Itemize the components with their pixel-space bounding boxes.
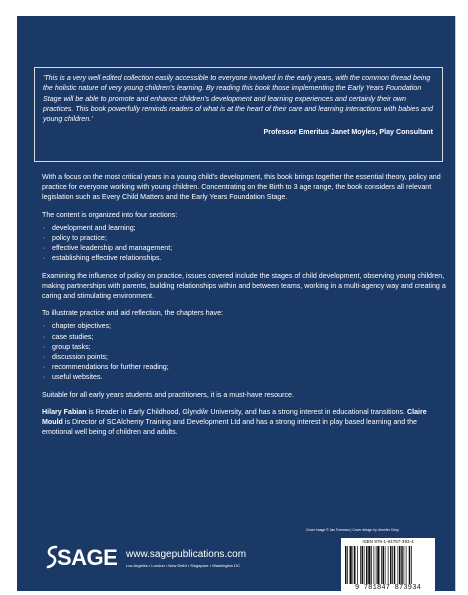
author-bio: [42, 407, 447, 438]
cover-credit: Cover image © Jan Foreman | Cover design by Jennifer Crisp: [306, 528, 399, 532]
author1-name: Hilary Fabian: [42, 407, 87, 416]
endorsement-quote-box: [34, 67, 443, 162]
list-item: · case studies;: [42, 332, 447, 342]
sections-intro: The content is organized into four sections:: [42, 210, 178, 219]
list-item: · development and learning;: [42, 223, 447, 233]
back-cover: [17, 16, 456, 591]
publisher-cities: Los Angeles • London • New Delhi • Singapore • Washington DC: [126, 563, 240, 568]
endorsement-attribution: Professor Emeritus Janet Moyles, Play Consultant: [263, 128, 433, 137]
list-item: · group tasks;: [42, 342, 447, 352]
endorsement-quote: 'This is a very well edited collection easily accessible to everyone involved in the early years, with the common thread being the holistic nature of very young children's learning. By reading this book those implementing the Early Years Foundation Stage will be able to promote and enhance children's development and learning experiences and certainly their own practices. This book powerfully reminds readers of what is at the heart of their care and learning interactions with babies and young children.': [43, 74, 433, 124]
list-item: · discussion points;: [42, 352, 447, 362]
blurb-body: [42, 172, 447, 444]
list-item: · establishing effective relationships.: [42, 253, 447, 263]
suitability-paragraph: Suitable for all early years students and practitioners, it is a must-have resource.: [42, 390, 294, 399]
features-list: [42, 321, 447, 382]
isbn-label: ISBN 978-1-84787-393-4: [362, 539, 414, 544]
sections-list: [42, 223, 447, 264]
list-item: · useful websites.: [42, 372, 447, 382]
author2-bio: is Director of SCAlchemy Training and Development Ltd and has a strong interest in play based learning and the emotional well being of children and adults.: [42, 418, 417, 437]
list-item: · recommendations for further reading;: [42, 362, 447, 372]
publisher-url: www.sagepublications.com: [126, 549, 247, 560]
barcode-digits: 9 781847 873934: [354, 584, 421, 592]
list-item: · effective leadership and management;: [42, 243, 447, 253]
barcode-bars: [345, 546, 431, 584]
barcode: [341, 538, 435, 593]
intro-paragraph: With a focus on the most critical years in a young child's development, this book brings together the essential theory, policy and practice for everyone working with young children. Concentrating on the Birth to 3 age range, the book considers all relevant legislation such as Every Child Matters and the Early Years Foundation Stage.: [42, 173, 441, 202]
author1-bio: is Reader in Early Childhood, Glyndŵr University, and has a strong interest in educational transitions.: [86, 407, 407, 416]
policy-paragraph: Examining the influence of policy on practice, issues covered include the stages of child development, observing young children, making partnerships with parents, building relationships within and between teams, working in a multi-agency way and creating a caring and stimulating environment.: [42, 271, 446, 301]
publisher-logo: [44, 545, 274, 577]
features-intro: To illustrate practice and aid reflection, the chapters have:: [42, 309, 223, 318]
author2-name: Claire Mould: [42, 407, 427, 427]
list-item: · chapter objectives;: [42, 321, 447, 331]
list-item: · policy to practice;: [42, 233, 447, 243]
publisher-name: SAGE: [57, 545, 118, 570]
